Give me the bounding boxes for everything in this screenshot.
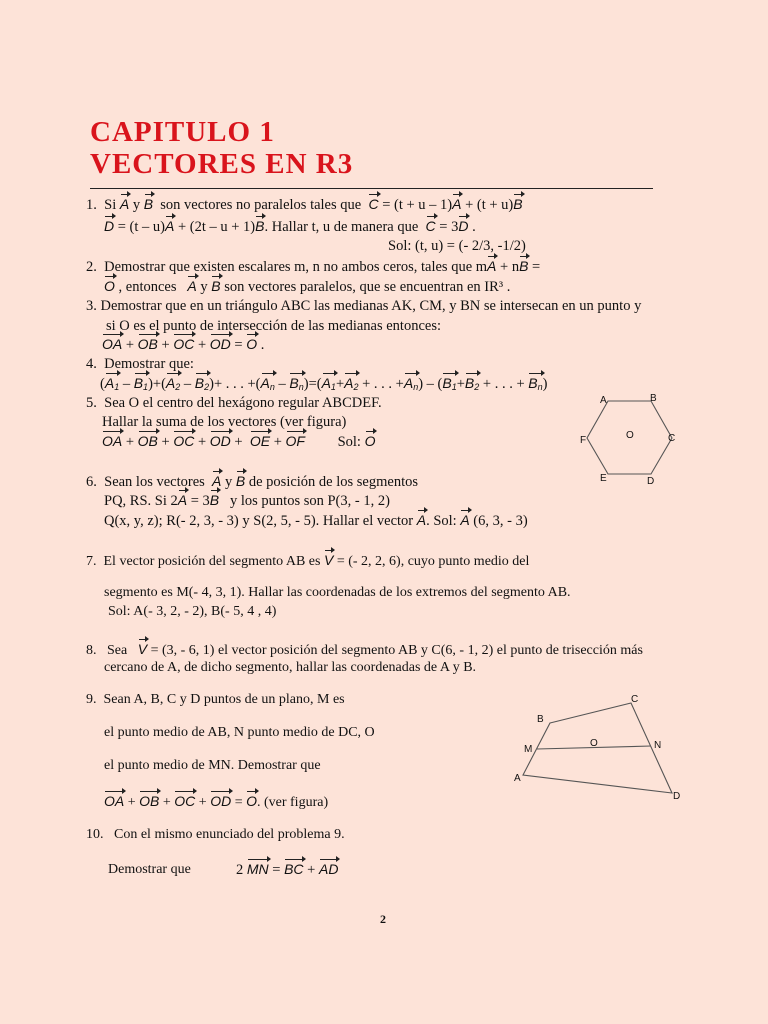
vector-ob: OB: [137, 433, 158, 449]
text: , entonces: [118, 279, 177, 295]
problem-number: 1.: [86, 197, 97, 213]
vector-a2: $A_2$: [344, 374, 358, 396]
text: de posición de los segmentos: [248, 474, 419, 490]
vector-a1: $A_1$: [322, 374, 336, 396]
problem-7-line1: [86, 551, 529, 571]
text: y los puntos son P(3, - 1, 2): [230, 493, 390, 509]
problem-6-line1: 6. Sean los vectores A y B de posición de los segmentos: [86, 473, 419, 490]
text: . Hallar t, u de manera que: [264, 219, 419, 235]
solution-label: Sol:: [337, 434, 361, 450]
vector-oc: OC: [173, 336, 195, 352]
problem-7-solution: Sol: A(- 3, 2, - 2), B(- 5, 4 , 4): [108, 604, 277, 619]
problem-number: 2.: [86, 259, 97, 275]
text: 2: [236, 862, 244, 878]
problem-number: 7.: [86, 554, 97, 569]
vector-a: A: [460, 512, 470, 528]
text: = (3, - 6, 1) el vector posición del segmento AB y C(6, - 1, 2) el punto de trisección más: [150, 643, 643, 658]
problem-6-line2: PQ, RS. Si 2A = 3B y los puntos son P(3, - 1, 2): [104, 492, 390, 509]
problem-1-solution: Sol: (t, u) = (- 2/3, -1/2): [388, 238, 526, 254]
vector-oc: OC: [174, 793, 196, 809]
title-rule: [90, 188, 653, 189]
problem-3-line2: si O es el punto de intersección de las medianas entonces:: [106, 318, 442, 334]
text: Sean los vectores: [104, 474, 205, 490]
text: Demostrar que:: [104, 356, 194, 372]
vector-an: $A_n$: [261, 374, 275, 396]
problem-1-line1: 1. Si A y B son vectores no paralelos tales que C = (t + u – 1)A + (t + u)B: [86, 196, 523, 213]
problem-9-line3: el punto medio de MN. Demostrar que: [104, 758, 321, 773]
label-a: A: [514, 773, 521, 784]
vector-a1: $A_1$: [105, 374, 119, 396]
vector-of: OF: [285, 433, 305, 449]
text: + (2t – u + 1): [177, 219, 256, 235]
vector-mn: MN: [246, 861, 269, 877]
problem-2-line2: O , entonces A y B son vectores paralelos, que se encuentran en IR³ .: [104, 278, 511, 295]
vector-c: C: [368, 196, 379, 212]
vector-a: A: [177, 492, 188, 508]
label-a: A: [600, 395, 607, 406]
label-n: N: [654, 740, 662, 751]
label-o: O: [626, 430, 634, 441]
vector-b: B: [519, 258, 529, 274]
text: PQ, RS. Si 2: [104, 493, 178, 509]
label-o: O: [590, 738, 598, 749]
label-d: D: [647, 476, 655, 487]
problem-9-equation: OA + OB + OC + OD = O. (ver figura): [104, 793, 329, 810]
vector-c: C: [425, 218, 436, 234]
vector-b1: $B_1$: [442, 374, 456, 396]
text: Sean A, B, C y D puntos de un plano, M es: [103, 692, 345, 707]
problem-8-line2: cercano de A, de dicho segmento, hallar las coordenadas de A y B.: [104, 660, 477, 675]
problem-9-line2: el punto medio de AB, N punto medio de DC, O: [104, 725, 375, 740]
text: = 3: [439, 219, 459, 235]
vector-oa: OA: [102, 336, 123, 352]
text: Q(x, y, z); R(- 2, 3, - 3) y S(2, 5, - 5). Hallar el vector: [104, 513, 414, 529]
label-f: F: [580, 435, 587, 446]
vector-a: A: [452, 196, 462, 212]
vector-bn: $B_n$: [289, 374, 303, 396]
vector-b: B: [209, 492, 220, 508]
problem-number: 8.: [86, 643, 97, 658]
vector-a: A: [187, 278, 197, 294]
problem-3-equation: OA + OB + OC + OD = O .: [102, 336, 265, 353]
chapter-title-line1: CAPITULO 1: [90, 116, 275, 148]
vector-zero: O: [246, 793, 257, 809]
text: = (- 2, 2, 6), cuyo punto medio del: [336, 554, 530, 569]
problem-number: 6.: [86, 474, 97, 490]
vector-a: A: [416, 512, 427, 528]
text: (6, 3, - 3): [473, 513, 528, 529]
text: . (ver figura): [256, 795, 329, 810]
label-m: M: [524, 744, 533, 755]
text: Con el mismo enunciado del problema 9.: [114, 827, 345, 842]
page-number: 2: [380, 912, 386, 926]
vector-b: B: [143, 196, 154, 212]
label-d: D: [673, 791, 681, 802]
text: + n: [500, 259, 520, 275]
vector-v: V: [323, 552, 334, 568]
vector-v: V: [137, 641, 148, 657]
label-e: E: [600, 473, 607, 484]
vector-d: D: [458, 218, 469, 234]
problem-5-line2: Hallar la suma de los vectores (ver figura): [102, 414, 347, 430]
vector-oa: OA: [104, 793, 125, 809]
vector-od: OD: [209, 433, 231, 449]
problem-4-equation: $(A_1 - B_1)+(A_2 - B_2)+$ . . . $+(A_n - B_n)=(A_1+A_2$ + . . . $+A_n) - (B_1+B_2$ + . . . + $B_n$): [100, 374, 547, 396]
vector-an: $A_n$: [404, 374, 418, 396]
problem-6-line3: [104, 511, 528, 530]
vector-oc: OC: [173, 433, 195, 449]
problem-number: 5.: [86, 395, 97, 411]
vector-bc: BC: [284, 861, 304, 877]
problem-10-equation: 2 MN = BC + AD: [236, 861, 339, 878]
vector-ob: OB: [137, 336, 158, 352]
vector-od: OD: [210, 793, 232, 809]
vector-a: A: [119, 196, 130, 212]
problem-7-line2: segmento es M(- 4, 3, 1). Hallar las coordenadas de los extremos del segmento AB.: [104, 585, 571, 600]
problem-number: 4.: [86, 356, 97, 372]
problem-5-equation: OA + OB + OC + OD + OE + OF Sol: O: [102, 433, 376, 450]
problem-1-line2: D = (t – u)A + (2t – u + 1)B. Hallar t, u de manera que C = 3D .: [104, 218, 476, 235]
vector-ob: OB: [139, 793, 160, 809]
vector-a: A: [487, 258, 497, 274]
label-b: B: [650, 393, 657, 404]
vector-a2: $A_2$: [166, 374, 180, 396]
text: = (t + u – 1): [382, 197, 453, 213]
hexagon-figure: [578, 390, 688, 490]
vector-oe: OE: [249, 433, 271, 449]
vector-oa: OA: [102, 433, 123, 449]
text: son vectores no paralelos tales que: [160, 197, 362, 213]
text: Sea: [107, 643, 128, 658]
problem-9-line1: [86, 691, 345, 709]
vector-b: B: [513, 196, 523, 212]
problem-3-line1: [86, 297, 641, 315]
vector-b: B: [235, 473, 246, 489]
label-b: B: [537, 714, 544, 725]
vector-b: B: [211, 278, 221, 294]
vector-b: B: [255, 218, 265, 234]
text: El vector posición del segmento AB es: [103, 554, 321, 569]
vector-a: A: [212, 473, 222, 489]
problem-8-line1: [86, 640, 643, 660]
text: Demostrar que existen escalares m, n no ambos ceros, tales que m: [104, 259, 488, 275]
text: Si: [104, 197, 117, 213]
vector-b2: $B_2$: [195, 374, 209, 396]
problem-2-line1: [86, 257, 540, 276]
text: Demostrar que en un triángulo ABC las medianas AK, CM, y BN se intersecan en un punto y: [100, 298, 642, 314]
text: =: [532, 259, 541, 275]
vector-ad: AD: [318, 861, 339, 877]
problem-5-line1: [86, 394, 382, 412]
text: Demostrar que: [108, 862, 191, 877]
label-c: C: [631, 694, 639, 705]
vector-d: D: [104, 218, 115, 234]
problem-number: 9.: [86, 692, 97, 707]
problem-number: 10.: [86, 827, 104, 842]
vector-od: OD: [209, 336, 231, 352]
text: . Sol:: [426, 513, 457, 529]
vector-zero: O: [104, 278, 115, 294]
vector-a: A: [165, 218, 175, 234]
quadrilateral-figure: [510, 690, 690, 805]
vector-bn: $B_n$: [528, 374, 542, 396]
text: = (t – u): [117, 219, 165, 235]
text: son vectores paralelos, que se encuentran en IR³ .: [224, 279, 511, 295]
vector-zero: O: [246, 336, 258, 352]
problem-10-line1: [86, 826, 345, 844]
chapter-title-line2: VECTORES EN R3: [90, 148, 354, 180]
vector-zero: O: [364, 433, 376, 449]
label-c: C: [668, 433, 676, 444]
text: + (t + u): [465, 197, 514, 213]
problem-number: 3.: [86, 298, 97, 314]
problem-10-line2: [108, 861, 191, 879]
vector-b2: $B_2$: [465, 374, 479, 396]
vector-b1: $B_1$: [134, 374, 148, 396]
text: Sea O el centro del hexágono regular ABCDEF.: [104, 395, 382, 411]
